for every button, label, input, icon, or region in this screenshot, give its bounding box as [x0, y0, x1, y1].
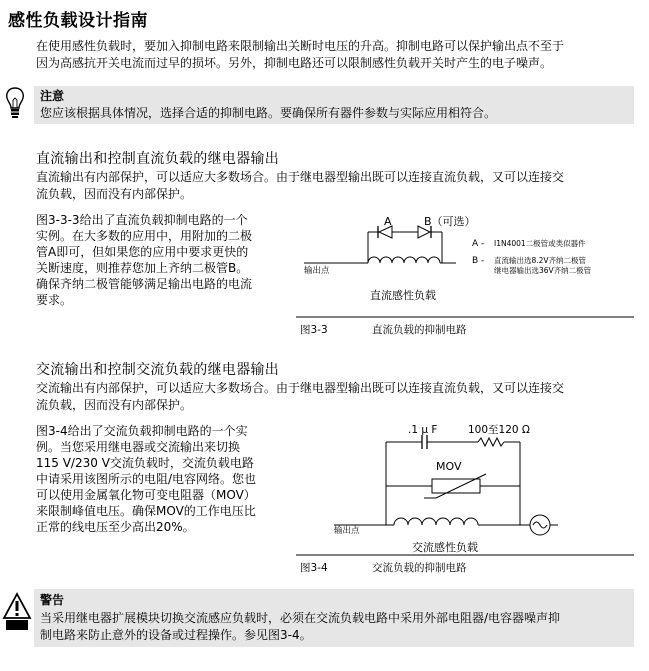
- ac-intro: [36, 380, 564, 414]
- diode-b-label: B（可选）: [424, 215, 476, 228]
- page-title: 感性负载设计指南: [8, 11, 148, 31]
- output-point-label: 输出点: [304, 266, 330, 276]
- legend-a-text: I1N4001二极管或类似器件: [494, 239, 586, 248]
- dc-suppression-diagram: [296, 210, 636, 342]
- legend-b-key: B -: [472, 256, 485, 266]
- capacitor-label: .1 μ F: [408, 424, 438, 436]
- dc-desc-line: 确保齐纳二极管能够满足输出电路的电流: [36, 277, 253, 291]
- dc-description: [36, 212, 252, 308]
- ac-desc-line: 可以使用金属氧化物可变电阻器（MOV）: [36, 488, 256, 502]
- dc-desc-line: 图3-3-3给出了直流负载抑制电路的一个: [36, 213, 248, 227]
- dc-intro-line-2: 流负载，因而没有内部保护。: [36, 187, 193, 201]
- ac-intro-line-1: 交流输出有内部保护，可以适应大多数场合。由于继电器型输出既可以连接直流负载，又可以连接交: [36, 381, 565, 395]
- warning-box: [34, 589, 634, 647]
- warning-line-2: 制电路来防止意外的设备或过程操作。参见图3-4。: [40, 628, 312, 642]
- mov-label: MOV: [436, 460, 462, 473]
- legend-a-key: A -: [472, 239, 485, 249]
- dc-desc-line: 实例。在大多数的应用中，用附加的二极: [36, 229, 253, 243]
- ac-intro-line-2: 流负载，因而没有内部保护。: [36, 398, 193, 412]
- ac-desc-line: 例。当您采用继电器或交流输出来切换: [36, 440, 241, 454]
- warning-line-1: 当采用继电器扩展模块切换交流感应负载时，必须在交流负载电路中采用外部电阻器/电容器噪声抑: [40, 611, 561, 625]
- ac-desc-line: 图3-4给出了交流负载抑制电路的一个实: [36, 424, 248, 438]
- intro-line-2: 因为高感抗开关电流而过早的损坏。另外，抑制电路还可以限制感性负载开关时产生的电子噪声。: [36, 56, 553, 70]
- warning-text: [40, 610, 560, 644]
- note-box: [34, 86, 634, 124]
- ac-desc-line: 正常的线电压至少高出20%。: [36, 520, 195, 534]
- dc-desc-line: 管A即可，但如果您的应用中要求更快的: [36, 245, 249, 259]
- figure-3-4-caption: 交流负载的抑制电路: [372, 562, 467, 574]
- inductor-coil: [394, 518, 478, 525]
- figure-3-3-caption: 直流负载的抑制电路: [372, 324, 467, 336]
- dc-intro: [36, 169, 564, 203]
- lightbulb-icon: [4, 86, 26, 120]
- warning-label: 警告: [40, 593, 65, 607]
- output-point-label: 输出点: [334, 526, 360, 536]
- ac-source-symbol: [530, 515, 550, 535]
- inductor-coil: [368, 257, 440, 263]
- ac-heading: 交流输出和控制交流负载的继电器输出: [36, 362, 280, 378]
- note-text: 您应该根据具体情况，选择合适的抑制电路。要确保所有器件参数与实际应用相符合。: [40, 106, 497, 120]
- dc-desc-line: 关断速度，则推荐您加上齐纳二极管B。: [36, 261, 249, 275]
- ac-description: [36, 423, 256, 535]
- note-label: 注意: [40, 89, 65, 103]
- ac-desc-line: 中请采用该图所示的电阻/电容网络。您也: [36, 472, 257, 486]
- ac-desc-line: 115 V/230 V交流负载时，交流负载电路: [36, 456, 254, 470]
- dc-desc-line: 要求。: [36, 293, 73, 307]
- legend-b-text-2: 继电器输出选36V齐纳二极管: [494, 266, 592, 275]
- resistor-symbol: [478, 438, 504, 446]
- ac-desc-line: 来限制峰值电压。确保MOV的工作电压比: [36, 504, 256, 518]
- figure-3-3-id: 图3-3: [300, 324, 328, 336]
- ac-suppression-diagram: [296, 420, 636, 580]
- intro-line-1: 在使用感性负载时，要加入抑制电路来限制输出关断时电压的升高。抑制电路可以保护输出点不至于: [36, 39, 565, 53]
- ac-load-label: 交流感性负载: [412, 541, 478, 554]
- mov-symbol: [424, 474, 486, 498]
- warning-icon: [2, 592, 32, 632]
- figure-3-4-id: 图3-4: [300, 562, 328, 574]
- dc-heading: 直流输出和控制直流负载的继电器输出: [36, 151, 280, 167]
- dc-intro-line-1: 直流输出有内部保护，可以适应大多数场合。由于继电器型输出既可以连接直流负载，又可以连接交: [36, 170, 565, 184]
- intro-paragraph: [36, 38, 564, 72]
- legend-b-text-1: 直流输出选8.2V齐纳二极管: [494, 256, 587, 265]
- resistor-label: 100至120 Ω: [468, 424, 530, 436]
- dc-load-label: 直流感性负载: [370, 289, 436, 302]
- diode-a-label: A: [384, 215, 392, 228]
- capacitor-symbol: [422, 435, 427, 449]
